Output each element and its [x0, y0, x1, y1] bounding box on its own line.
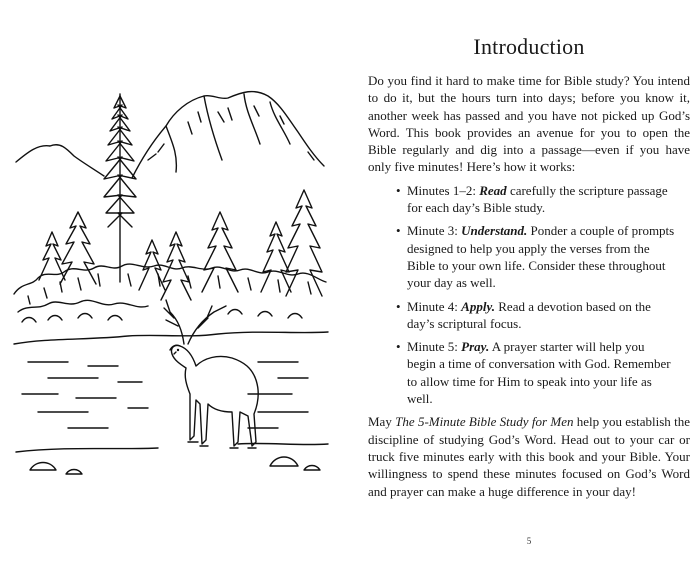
- page-number: 5: [526, 536, 532, 546]
- step-head: Read: [479, 182, 507, 198]
- rocks: [30, 457, 320, 474]
- step-prefix: Minute 3:: [407, 223, 462, 239]
- intro-paragraph: Do you find it hard to make time for Bible study? You intend to do it, but the hours turn into days; before you know it, another week has passed and you have not picked up God’s Word. This book provides an avenue for you to open the Bible regularly and dig into a passage—even if you have only five minutes! Here’s how it works:: [368, 73, 690, 175]
- steps-list: [368, 182, 690, 408]
- pine-left-1: [60, 212, 96, 284]
- step-item-apply: [396, 298, 690, 333]
- step-text: carefully the scripture passage for each day’s Bible study.: [407, 182, 668, 216]
- step-head: Pray.: [461, 339, 490, 355]
- page-body: [368, 72, 690, 500]
- river-bank: [14, 332, 328, 344]
- elk-landscape-drawing: [8, 82, 338, 482]
- water-lines: [22, 362, 308, 428]
- elk-antlers: [164, 300, 226, 344]
- pine-right-2: [261, 222, 291, 292]
- book-title: The 5-Minute Bible Study for Men: [395, 414, 574, 430]
- step-prefix: Minute 4:: [407, 298, 462, 314]
- step-item-read: [396, 182, 690, 217]
- step-text: Ponder a couple of prompts designed to help you apply the verses from the Bible to your own life. Consider these throughout your day as well.: [407, 223, 675, 291]
- step-head: Apply.: [461, 298, 495, 314]
- step-item-pray: [396, 338, 690, 407]
- closing-text: help you establish the discipline of studying God’s Word. Head out to your car or truck five minutes early with this book and your Bible. Your willingness to spend these minutes focused on God’s Word and prayer can make a huge difference in your day!: [368, 414, 690, 499]
- step-prefix: Minutes 1–2:: [407, 182, 480, 198]
- elk-landscape-illustration: [8, 82, 338, 482]
- mountain-left: [16, 145, 104, 176]
- step-text: A prayer starter will help you begin a time of conversation with God. Remember to allow time for Him to speak into your life as well.: [407, 339, 671, 407]
- mountain-main: [132, 92, 324, 178]
- page-title: Introduction: [473, 34, 585, 59]
- step-head: Understand.: [461, 223, 528, 239]
- elk: [171, 345, 258, 446]
- step-text: Read a devotion based on the day’s scriptural focus.: [407, 298, 651, 331]
- step-prefix: Minute 5:: [407, 339, 462, 355]
- right-page: [368, 0, 690, 564]
- step-item-understand: [396, 222, 690, 291]
- closing-lead: May: [368, 414, 396, 430]
- pine-right-1: [286, 190, 322, 296]
- pine-right-3: [202, 212, 238, 292]
- closing-paragraph: [368, 413, 690, 499]
